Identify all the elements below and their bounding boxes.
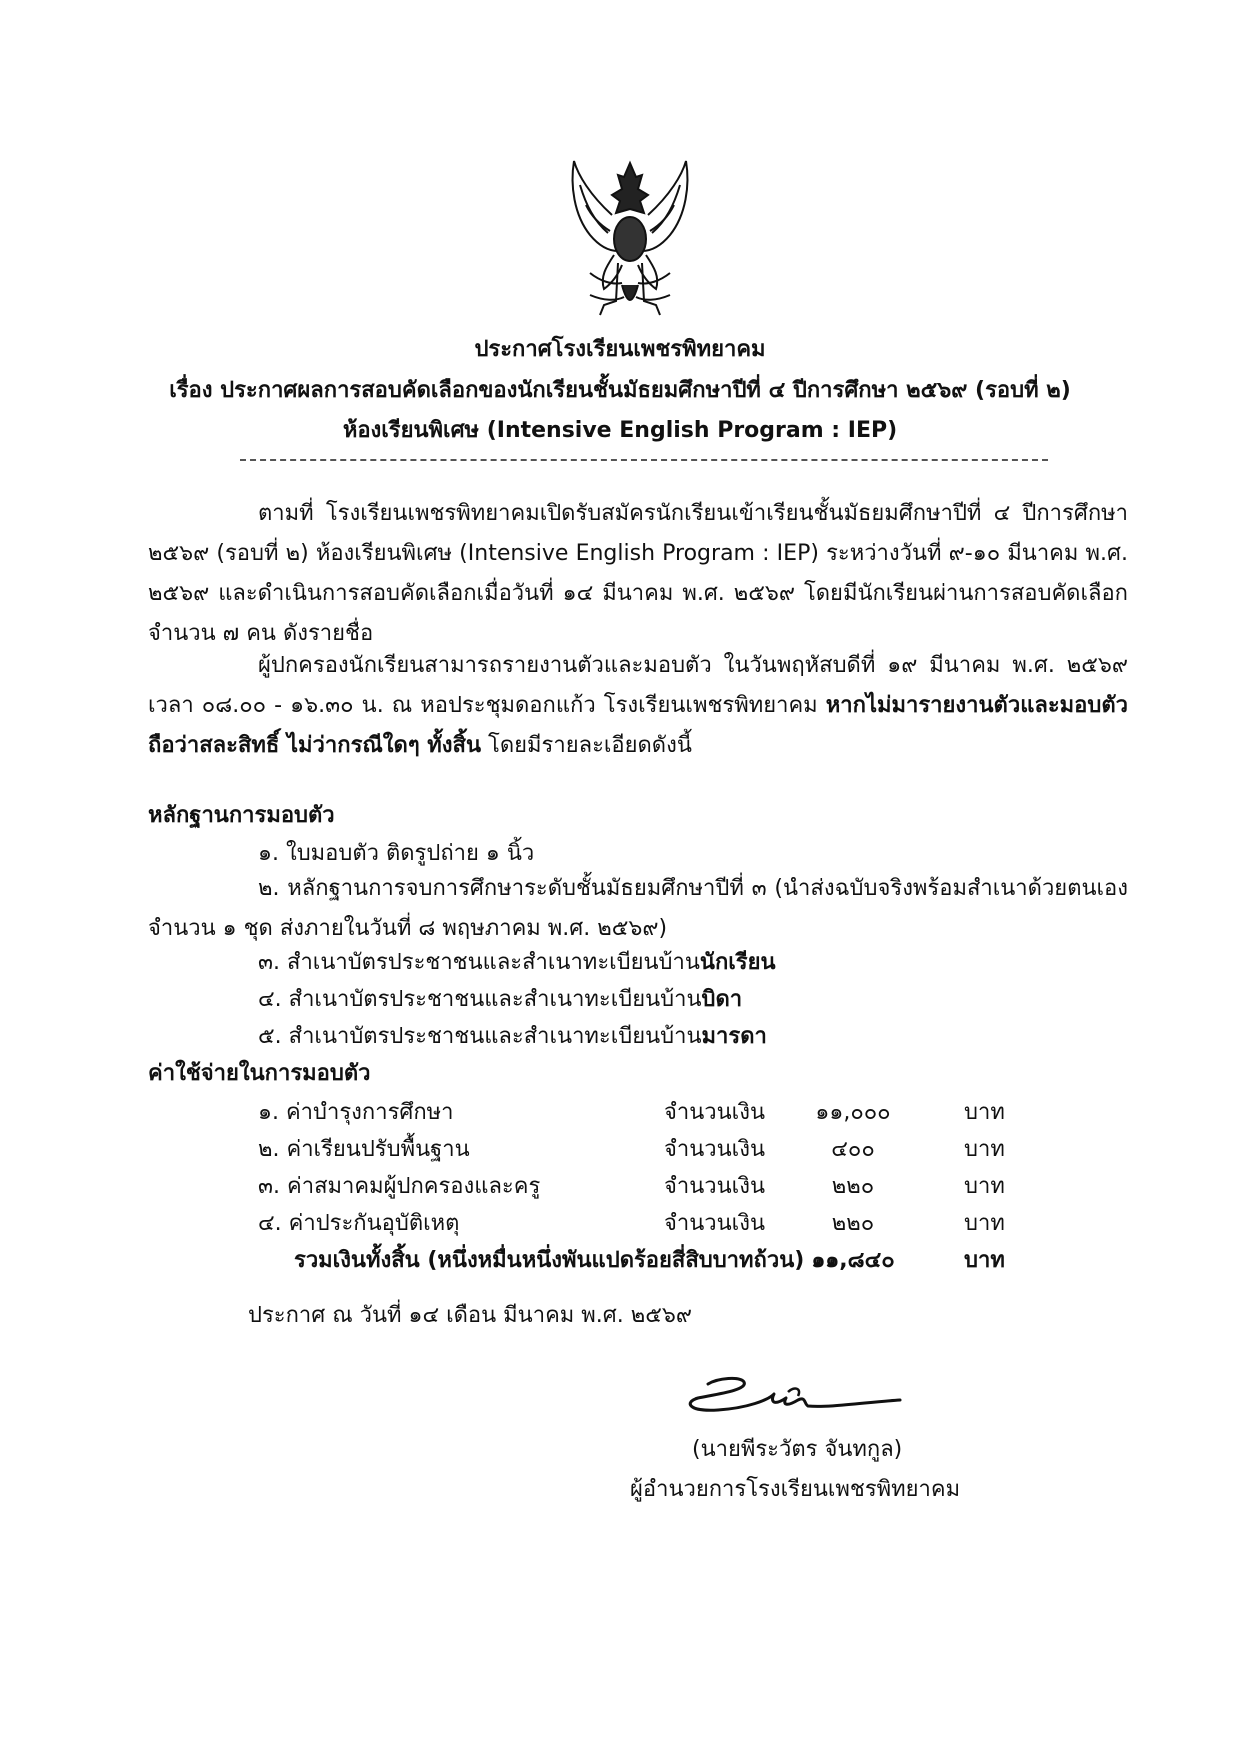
document-item-text: ๔. สำเนาบัตรประชาชนและสำเนาทะเบียนบ้าน — [258, 987, 702, 1012]
fee-unit: บาท — [964, 1211, 1005, 1236]
document-item-text: ๕. สำเนาบัตรประชาชนและสำเนาทะเบียนบ้าน — [258, 1024, 702, 1049]
signature-image — [678, 1372, 908, 1422]
document-item — [258, 981, 742, 1016]
document-title: ประกาศโรงเรียนเพชรพิทยาคม — [474, 337, 766, 362]
document-item: ๒. หลักฐานการจบการศึกษาระดับชั้นมัธยมศึกษาปีที่ ๓ (นำส่งฉบับจริงพร้อมสำเนาด้วยตนเอง จำนวน ๑ ชุด ส่งภายในวันที่ ๘ พฤษภาคม พ.ศ. ๒๕๖๙) — [148, 876, 1128, 941]
announcement-date: ประกาศ ณ วันที่ ๑๔ เดือน มีนาคม พ.ศ. ๒๕๖๙ — [248, 1303, 692, 1328]
fee-total-amount: ๑๑,๘๔๐ — [811, 1248, 895, 1273]
garuda-emblem-icon — [560, 155, 700, 320]
report-text-end: โดยมีรายละเอียดดังนี้ — [481, 733, 692, 758]
fee-amount: ๔๐๐ — [831, 1137, 875, 1162]
intro-paragraph: ตามที่ โรงเรียนเพชรพิทยาคมเปิดรับสมัครนักเรียนเข้าเรียนชั้นมัธยมศึกษาปีที่ ๔ ปีการศึกษา ๒๕๖๙ (รอบที่ ๒) ห้องเรียนพิเศษ (Intensive English Program : IEP) ระหว่างวันที่ ๙-๑๐ มีนาคม พ.ศ. ๒๕๖๙ และดำเนินการสอบคัดเลือกเมื่อวันที่ ๑๔ มีนาคม พ.ศ. ๒๕๖๙ โดยมีนักเรียนผ่านการสอบคัดเลือก จำนวน ๗ คน ดังรายชื่อ — [148, 501, 1128, 646]
fee-amount: ๑๑,๐๐๐ — [815, 1100, 891, 1125]
fee-unit: บาท — [964, 1100, 1005, 1125]
fee-total-row — [258, 1242, 1058, 1280]
fee-amount-label: จำนวนเงิน — [664, 1100, 765, 1125]
fee-row — [258, 1094, 1058, 1132]
fee-amount-label: จำนวนเงิน — [664, 1174, 765, 1199]
fee-row — [258, 1168, 1058, 1206]
fee-row — [258, 1205, 1058, 1243]
document-item-emphasis: นักเรียน — [699, 950, 776, 975]
signatory-position: ผู้อำนวยการโรงเรียนเพชรพิทยาคม — [630, 1477, 961, 1502]
program-name: ห้องเรียนพิเศษ (Intensive English Program : IEP) — [342, 418, 898, 443]
fee-label: ๓. ค่าสมาคมผู้ปกครองและครู — [258, 1174, 541, 1199]
fees-heading: ค่าใช้จ่ายในการมอบตัว — [148, 1061, 371, 1086]
fee-amount-label: จำนวนเงิน — [664, 1137, 765, 1162]
fee-unit: บาท — [964, 1174, 1005, 1199]
document-item-text: ๓. สำเนาบัตรประชาชนและสำเนาทะเบียนบ้าน — [258, 950, 700, 975]
signatory-name: (นายพีระวัตร จันทกูล) — [692, 1437, 903, 1462]
fee-amount: ๒๒๐ — [831, 1211, 875, 1236]
fee-label: ๒. ค่าเรียนปรับพื้นฐาน — [258, 1137, 470, 1162]
fee-total-label: รวมเงินทั้งสิ้น (หนึ่งหมื่นหนึ่งพันแปดร้อยสี่สิบบาทถ้วน) — [294, 1248, 805, 1273]
document-item — [258, 944, 776, 979]
fee-amount: ๒๒๐ — [831, 1174, 875, 1199]
fee-unit: บาท — [964, 1137, 1005, 1162]
document-subject: เรื่อง ประกาศผลการสอบคัดเลือกของนักเรียนชั้นมัธยมศึกษาปีที่ ๔ ปีการศึกษา ๒๕๖๙ (รอบที่ ๒) — [169, 378, 1071, 403]
fee-total-unit: บาท — [964, 1248, 1005, 1273]
header-divider — [240, 459, 1048, 461]
document-item — [258, 1018, 767, 1053]
document-item: ๑. ใบมอบตัว ติดรูปถ่าย ๑ นิ้ว — [258, 841, 535, 866]
document-item-emphasis: บิดา — [701, 987, 743, 1012]
fee-label: ๔. ค่าประกันอุบัติเหตุ — [258, 1211, 460, 1236]
fee-row — [258, 1131, 1058, 1169]
report-text: ผู้ปกครองนักเรียนสามารถรายงานตัวและมอบตัว ในวันพฤหัสบดีที่ ๑๙ มีนาคม พ.ศ. ๒๕๖๙ เวลา ๐๘.๐๐ - ๑๖.๓๐ น. ณ หอประชุมดอกแก้ว โรงเรียนเพชรพิทยาคม — [148, 653, 1128, 718]
forfeit-warning: หากไม่มารายงานตัวและมอบตัวถือว่าสละสิทธิ์ ไม่ว่ากรณีใดๆ ทั้งสิ้น — [148, 693, 1128, 758]
fee-label: ๑. ค่าบำรุงการศึกษา — [258, 1100, 454, 1125]
document-item-emphasis: มารดา — [701, 1024, 767, 1049]
report-paragraph — [148, 646, 1128, 766]
documents-heading: หลักฐานการมอบตัว — [148, 803, 335, 828]
fee-amount-label: จำนวนเงิน — [664, 1211, 765, 1236]
